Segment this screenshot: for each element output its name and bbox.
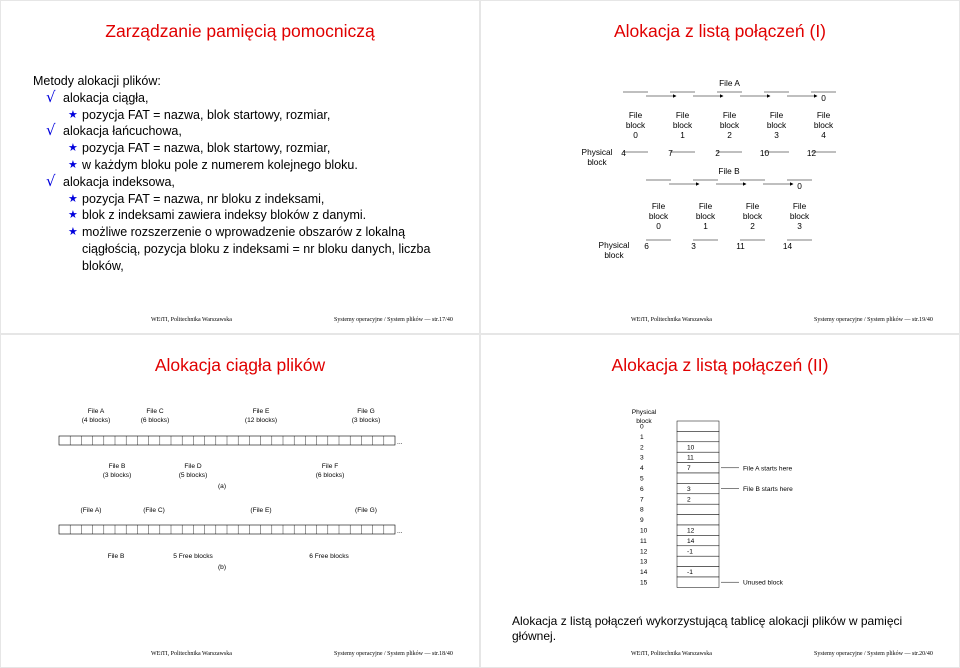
slide-title: Alokacja ciągła plików <box>154 355 326 375</box>
physical-block-number: 14 <box>782 241 793 251</box>
next-block-value: 2 <box>687 496 691 504</box>
bullet-contiguous <box>33 87 430 107</box>
bullet-indexed <box>33 171 430 191</box>
slide-body <box>33 73 430 275</box>
block-number: 1 <box>703 221 708 231</box>
physical-label: Physical <box>598 240 630 250</box>
block-index: 0 <box>640 423 644 431</box>
intro-line: Metody alokacji plików: <box>33 74 161 88</box>
block-label: block <box>672 120 693 130</box>
sub-bullet <box>33 207 430 224</box>
block-label: block <box>719 120 740 130</box>
block-number: 3 <box>797 221 802 231</box>
physical-label: block <box>587 157 607 167</box>
block-label: File <box>722 110 737 120</box>
file-label: File B <box>108 463 126 470</box>
block-label: File <box>628 110 643 120</box>
block-label: File <box>769 110 784 120</box>
block-label: block <box>789 211 810 221</box>
file-label: File G <box>357 408 375 415</box>
fat-cell <box>677 577 719 587</box>
fat-cell <box>677 431 719 441</box>
fat-cell <box>677 452 719 462</box>
block-number: 4 <box>821 130 826 140</box>
fat-cell <box>677 494 719 504</box>
bullet-text: alokacja ciągła, <box>63 90 149 105</box>
block-index: 7 <box>640 496 644 504</box>
physical-label: block <box>604 250 624 260</box>
footer-institution: WEiTI, Politechnika Warszawska <box>151 651 232 657</box>
bullet-text: blok z indeksami zawiera indeksy bloków z danymi. <box>82 208 367 223</box>
bullet-text: alokacja indeksowa, <box>63 174 175 189</box>
file-label: File A <box>87 408 105 415</box>
next-block-value: 3 <box>687 485 691 493</box>
bullet-text: pozycja FAT = nazwa, blok startowy, rozmiar, <box>82 141 331 156</box>
block-index: 8 <box>640 506 644 514</box>
fat-cell <box>677 473 719 483</box>
fat-cell <box>677 556 719 566</box>
free-label: 6 Free blocks <box>309 553 349 560</box>
diagram-body <box>632 409 793 587</box>
linked-list-diagram <box>481 1 959 301</box>
block-index: 10 <box>640 527 648 535</box>
fat-table-diagram <box>481 335 959 605</box>
sub-bullet <box>33 140 430 157</box>
fat-cell <box>677 421 719 431</box>
block-index: 4 <box>640 465 644 473</box>
caption-a: (a) <box>217 483 227 490</box>
footer-page: Systemy operacyjne / System plików — str.17/40 <box>334 317 453 323</box>
physical-block-number: 2 <box>715 148 720 158</box>
block-index: 3 <box>640 454 644 462</box>
physical-block-number: 4 <box>621 148 626 158</box>
file-size-label: (6 blocks) <box>140 417 170 424</box>
next-block-value: 14 <box>687 537 695 545</box>
free-label: File B <box>107 553 125 560</box>
ellipsis: ... <box>397 528 403 535</box>
bullet-text: pozycja FAT = nazwa, nr bloku z indeksami, <box>82 191 325 206</box>
block-index: 1 <box>640 433 644 441</box>
block-label: File <box>745 201 760 211</box>
physical-block-number: 6 <box>644 241 649 251</box>
footer-page: Systemy operacyjne / System plików — str.18/40 <box>334 651 453 657</box>
block-label: block <box>742 211 763 221</box>
null-pointer: 0 <box>797 181 802 191</box>
star-icon: ★ <box>68 107 78 121</box>
footer-institution: WEiTI, Politechnika Warszawska <box>151 317 232 323</box>
bullet-text: pozycja FAT = nazwa, blok startowy, rozmiar, <box>82 107 331 122</box>
diagram-body <box>582 78 836 260</box>
next-block-value: 12 <box>687 527 695 535</box>
file-label: (File E) <box>250 507 272 514</box>
block-number: 3 <box>774 130 779 140</box>
annotation-label: File A starts here <box>743 465 793 473</box>
check-icon: √ <box>46 87 56 106</box>
fat-cell <box>677 483 719 493</box>
next-block-value: 10 <box>687 444 695 452</box>
block-index: 2 <box>640 444 644 452</box>
file-label: (File C) <box>143 507 165 514</box>
block-label: block <box>695 211 716 221</box>
file-size-label: (4 blocks) <box>81 417 111 424</box>
block-index: 13 <box>640 558 648 566</box>
file-label: File E <box>252 408 270 415</box>
null-pointer: 0 <box>821 93 826 103</box>
contiguous-allocation-diagram <box>1 335 479 635</box>
sub-bullet <box>33 191 430 208</box>
block-label: block <box>766 120 787 130</box>
block-number: 2 <box>750 221 755 231</box>
sub-bullet <box>33 157 430 174</box>
bullet-continuation: bloków, <box>82 258 124 273</box>
star-icon: ★ <box>68 208 78 222</box>
footer-institution: WEiTI, Politechnika Warszawska <box>631 651 712 657</box>
slide-18 <box>1 335 479 667</box>
block-label: File <box>651 201 666 211</box>
fat-cell <box>677 535 719 545</box>
fat-cell <box>677 515 719 525</box>
check-icon: √ <box>46 121 56 140</box>
physical-block-number: 7 <box>668 148 673 158</box>
ellipsis: ... <box>397 439 403 446</box>
table-header: block <box>636 418 652 425</box>
block-number: 1 <box>680 130 685 140</box>
block-index: 12 <box>640 548 648 556</box>
caption-b: (b) <box>217 564 227 571</box>
next-block-value: 7 <box>687 465 691 473</box>
file-label: File F <box>321 463 339 470</box>
file-label: File C <box>146 408 164 415</box>
fat-cell <box>677 525 719 535</box>
bullet-text: w każdym bloku pole z numerem kolejnego bloku. <box>82 157 358 172</box>
diagram-body <box>59 408 403 571</box>
fat-cell <box>677 442 719 452</box>
free-label: 5 Free blocks <box>173 553 213 560</box>
table-header: Physical <box>631 409 657 416</box>
block-index: 11 <box>640 537 647 545</box>
file-size-label: (12 blocks) <box>244 417 278 424</box>
check-icon: √ <box>46 171 56 190</box>
sub-bullet <box>33 224 430 241</box>
slide-17 <box>1 1 479 333</box>
fat-cell <box>677 504 719 514</box>
slide-title: Zarządzanie pamięcią pomocniczą <box>105 21 375 41</box>
block-number: 0 <box>633 130 638 140</box>
file-size-label: (5 blocks) <box>178 472 208 479</box>
footer-institution: WEiTI, Politechnika Warszawska <box>631 317 712 323</box>
next-block-value: 11 <box>687 454 694 462</box>
block-label: File <box>816 110 831 120</box>
star-icon: ★ <box>68 157 78 171</box>
fat-cell <box>677 463 719 473</box>
star-icon: ★ <box>68 141 78 155</box>
file-size-label: (3 blocks) <box>102 472 132 479</box>
block-index: 5 <box>640 475 644 483</box>
file-label: (File A) <box>80 507 102 514</box>
block-index: 6 <box>640 485 644 493</box>
block-index: 14 <box>640 569 648 577</box>
annotation-label: Unused block <box>743 579 783 587</box>
block-label: block <box>648 211 669 221</box>
slide-title: Alokacja z listą połączeń (II) <box>611 355 829 375</box>
bullet-text: możliwe rozszerzenie o wprowadzenie obszarów z lokalną <box>82 225 406 240</box>
block-index: 9 <box>640 517 644 525</box>
star-icon: ★ <box>68 191 78 205</box>
block-number: 0 <box>656 221 661 231</box>
block-label: block <box>625 120 646 130</box>
sub-bullet <box>33 107 430 124</box>
file-size-label: (6 blocks) <box>315 472 345 479</box>
footer-page: Systemy operacyjne / System plików — str.19/40 <box>814 317 933 323</box>
physical-block-number: 10 <box>759 148 770 158</box>
next-block-value: -1 <box>687 548 693 556</box>
file-label: File D <box>184 463 202 470</box>
block-index: 15 <box>640 579 648 587</box>
physical-block-number: 3 <box>691 241 696 251</box>
bullet-text: alokacja łańcuchowa, <box>63 124 182 139</box>
footer-page: Systemy operacyjne / System plików — str.20/40 <box>814 651 933 657</box>
block-label: File <box>792 201 807 211</box>
bullet-chained <box>33 123 430 140</box>
file-label: File B <box>718 166 740 176</box>
physical-block-number: 12 <box>806 148 817 158</box>
physical-label: Physical <box>581 147 613 157</box>
file-label: File A <box>719 78 740 88</box>
block-label: block <box>813 120 834 130</box>
file-label: (File G) <box>355 507 377 514</box>
annotation-label: File B starts here <box>743 486 793 494</box>
block-number: 2 <box>727 130 732 140</box>
slide-19 <box>481 1 959 333</box>
block-label: File <box>698 201 713 211</box>
fat-cell <box>677 567 719 577</box>
slide-20 <box>481 335 959 667</box>
fat-cell <box>677 546 719 556</box>
physical-block-number: 11 <box>736 241 745 251</box>
block-label: File <box>675 110 690 120</box>
next-block-value: -1 <box>687 569 693 577</box>
slide-title: Alokacja z listą połączeń (I) <box>613 21 827 41</box>
file-size-label: (3 blocks) <box>351 417 381 424</box>
slide-note: Alokacja z listą połączeń wykorzystującą tablicę alokacji plików w pamięci głównej. <box>512 614 903 643</box>
star-icon: ★ <box>68 225 78 239</box>
bullet-continuation: ciągłością, pozycja bloku z indeksami = nr bloku danych, liczba <box>82 241 431 256</box>
